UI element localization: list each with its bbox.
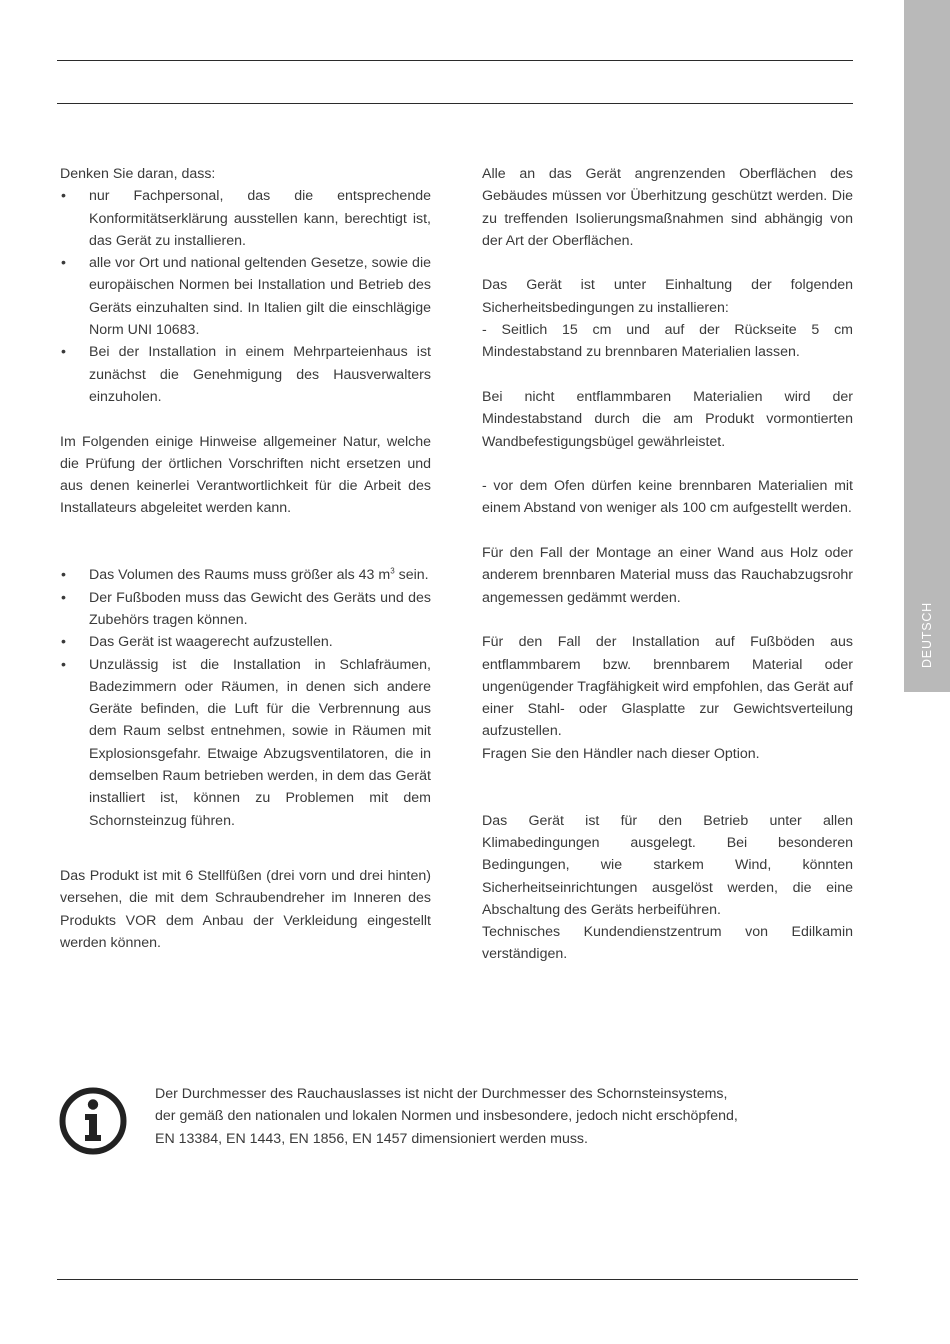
info-note: [155, 1083, 855, 1150]
list-item: • Bei der Installation in einem Mehrparteienhaus ist zunächst die Genehmigung des Hausverwalters einzuholen.: [61, 344, 431, 405]
list-item: • nur Fachpersonal, das die entsprechende Konformitätserklärung ausstellen kann, berechtigt ist, das Gerät zu installieren.: [61, 188, 431, 249]
list-item: • Der Fußboden muss das Gewicht des Geräts und des Zubehörs tragen können.: [61, 589, 431, 628]
language-tab-label: [904, 596, 950, 674]
non-flammable-paragraph: Bei nicht entflammbaren Materialien wird der Mindestabstand durch die am Produkt vormontierten Wandbefestigungsbügel gewährleistet.: [482, 388, 853, 450]
info-note-line: der gemäß den nationalen und lokalen Normen und insbesondere, jedoch nicht erschöpfend,: [155, 1108, 738, 1125]
surfaces-paragraph: Alle an das Gerät angrenzenden Oberflächen des Gebäudes müssen vor Überhitzung geschützt werden. Die zu treffenden Isolierungsmaßnahmen sind abhängig von der Art der Oberflächen.: [482, 166, 853, 249]
room-requirements-list: [60, 564, 431, 832]
list-item: • Unzulässig ist die Installation in Schlafräumen, Badezimmern oder Räumen, in denen sich andere Geräte befinden, die Luft für die Verbrennung aus dem Raum selbst entnehmen, sowie in Räumen mit Explosionsgefahr. Etwaige Abzugsventilatoren, die in demselben Raum betrieben werden, in dem das Gerät installiert ist, können zu Problemen mit dem Schornsteinzug führen.: [61, 656, 431, 829]
footer-rule: [57, 1279, 858, 1280]
intro-text: Denken Sie daran, dass:: [60, 166, 216, 182]
floor-paragraph: Für den Fall der Installation auf Fußböden aus entflammbarem bzw. brennbarem Material oder ungenügender Tragfähigkeit wird empfohlen, das Gerät auf einer Stahl- oder Glasplatte zur Gewichtsverteilung aufzustellen.: [482, 634, 853, 740]
header-rule-bottom: [57, 103, 853, 104]
list-item: • Das Gerät ist waagerecht aufzustellen.: [61, 634, 333, 651]
left-column: [60, 163, 431, 954]
requirements-list: [60, 185, 431, 408]
front-distance-paragraph: - vor dem Ofen dürfen keine brennbaren Materialien mit einem Abstand von weniger als 100 cm aufgestellt werden.: [482, 478, 853, 517]
list-item: • alle vor Ort und national geltenden Gesetze, sowie die europäischen Normen bei Installation und Betrieb des Geräts einzuhalten sind. In Italien gilt die einschlägige Norm UNI 10683.: [61, 255, 431, 339]
info-note-line: Der Durchmesser des Rauchauslasses ist nicht der Durchmesser des Schornsteinsystems,: [155, 1086, 728, 1102]
service-center-paragraph: Technisches Kundendienstzentrum von Edilkamin verständigen.: [482, 924, 853, 963]
right-column: [482, 163, 853, 966]
general-notes-paragraph: Im Folgenden einige Hinweise allgemeiner Natur, welche die Prüfung der örtlichen Vorschriften nicht ersetzen und aus denen keinerlei Verantwortlichkeit für die Arbeit des Installateurs abgeleitet werden kann.: [60, 433, 431, 517]
side-distance-paragraph: - Seitlich 15 cm und auf der Rückseite 5 cm Mindestabstand zu brennbaren Materialien lassen.: [482, 322, 853, 361]
info-icon: [58, 1086, 128, 1156]
wooden-wall-paragraph: Für den Fall der Montage an einer Wand aus Holz oder anderem brennbaren Material muss das Rauchabzugsrohr angemessen gedämmt werden.: [482, 545, 853, 606]
climate-paragraph: Das Gerät ist für den Betrieb unter allen Klimabedingungen ausgelegt. Bei besonderen Bedingungen, wie starkem Wind, könnten Sicherheitseinrichtungen ausgelöst werden, die eine Abschaltung des Geräts herbeiführen.: [482, 812, 853, 918]
list-item: • Das Volumen des Raums muss größer als 43 $m^3$ sein.: [61, 566, 429, 584]
language-side-tab: [904, 0, 950, 692]
safety-conditions-paragraph: Das Gerät ist unter Einhaltung der folgenden Sicherheitsbedingungen zu installieren:: [482, 277, 853, 316]
dealer-option-paragraph: Fragen Sie den Händler nach dieser Option.: [482, 745, 760, 762]
feet-paragraph: Das Produkt ist mit 6 Stellfüßen (drei vorn und drei hinten) versehen, die mit dem Schraubendreher im Inneren des Produkts VOR dem Anbau der Verkleidung eingestellt werden können.: [60, 867, 431, 951]
header-rule-top: [57, 60, 853, 61]
language-label-text: DEUTSCH: [920, 601, 934, 669]
info-note-line: EN 13384, EN 1443, EN 1856, EN 1457 dimensioniert werden muss.: [155, 1130, 588, 1147]
